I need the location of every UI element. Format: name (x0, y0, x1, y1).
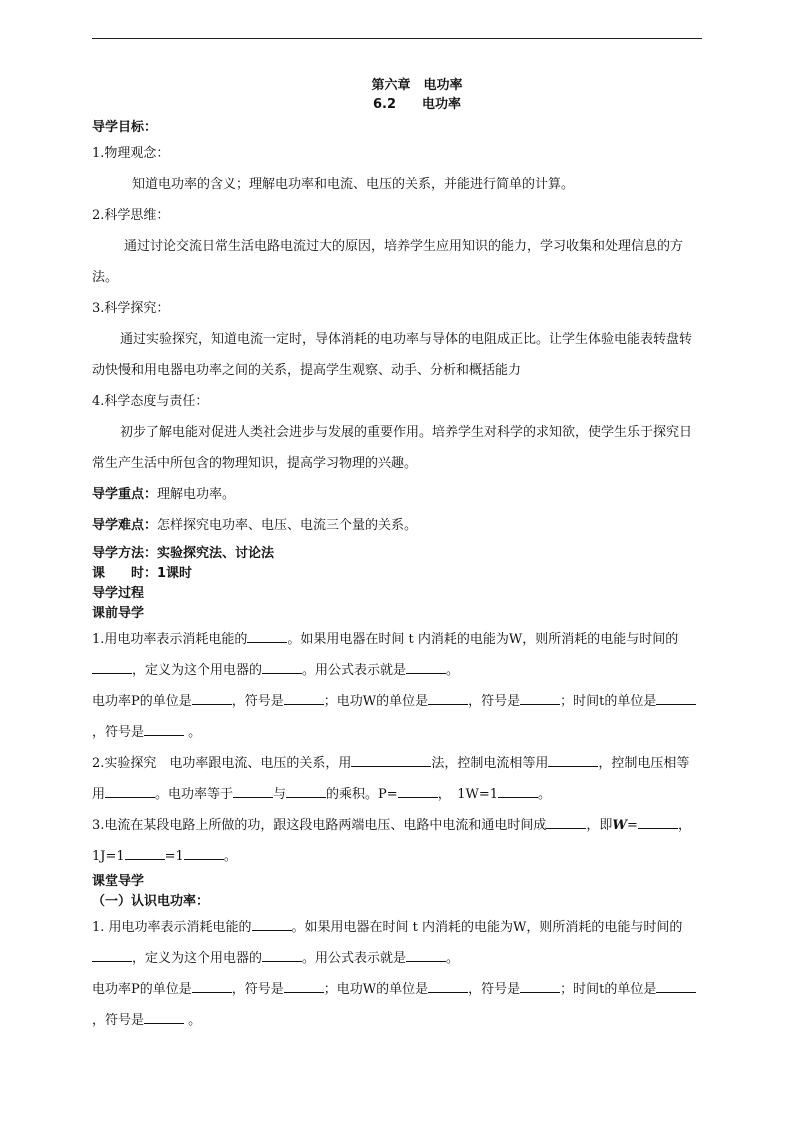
text-segment: 1.用电功率表示消耗电能的 (92, 632, 248, 647)
text-segment: 3.电流在某段电路上所做的功，跟这段电路两端电压、电路中电流和通电时间成 (92, 818, 547, 833)
goal-1-text: 知道电功率的含义；理解电功率和电流、电压的关系，并能进行简单的计算。 (132, 177, 575, 192)
text-segment: ， 1W=1 (437, 787, 498, 802)
fill-blank[interactable] (498, 785, 538, 798)
fill-blank[interactable] (548, 754, 598, 767)
text-segment: ，符号是 (231, 694, 284, 709)
fill-blank[interactable] (284, 980, 324, 993)
text-segment: 电功率P的单位是 (92, 694, 192, 709)
formula-symbol: W (612, 818, 628, 833)
fill-blank[interactable] (428, 692, 468, 705)
text-segment: ；时间t的单位是 (560, 982, 657, 997)
key-point-label: 导学重点： (92, 487, 158, 502)
text-segment: ，控制电压相等用 (92, 756, 690, 802)
fill-blank[interactable] (192, 692, 232, 705)
text-segment: 电功率P的单位是 (92, 982, 192, 997)
text-segment: 与 (273, 787, 287, 802)
fill-blank[interactable] (398, 785, 438, 798)
fill-blank[interactable] (406, 661, 446, 674)
goal-1-label: 1.物理观念： (92, 146, 170, 161)
fill-blank[interactable] (286, 785, 326, 798)
fill-blank[interactable] (428, 980, 468, 993)
goals-heading: 导学目标： (92, 120, 158, 135)
text-segment: 。用公式表示就是 (302, 951, 407, 966)
text-segment: 法，控制电流相等用 (431, 756, 549, 771)
goal-4-label: 4.科学态度与责任： (92, 394, 209, 409)
pre-class-heading: 课前导学 (92, 606, 145, 621)
goal-2-text: 通过讨论交流日常生活电路电流过大的原因，培养学生应用知识的能力，学习收集和处理信息的方法。 (92, 239, 684, 285)
class-units-question (92, 974, 702, 1036)
fill-blank[interactable] (546, 816, 586, 829)
fill-blank[interactable] (520, 980, 560, 993)
goal-3-label: 3.科学探究： (92, 301, 170, 316)
text-segment: ，符号是 (92, 725, 145, 740)
method: 导学方法：实验探究法、讨论法 (92, 546, 275, 561)
text-segment: ，定义为这个用电器的 (132, 951, 263, 966)
text-segment: ，符号是 (468, 694, 521, 709)
text-segment: ；时间t的单位是 (560, 694, 657, 709)
text-segment: ，定义为这个用电器的 (132, 663, 263, 678)
in-class-heading: 课堂导学 (92, 874, 145, 889)
difficulty (92, 510, 702, 541)
goal-3-text: 通过实验探究，知道电流一定时，导体消耗的电功率与导体的电阻成正比。让学生体验电能表转盘转动快慢和用电器电功率之间的关系，提高学生观察、动手、分析和概括能力 (92, 332, 693, 378)
difficulty-text: 怎样探究电功率、电压、电流三个量的关系。 (157, 518, 418, 533)
fill-blank[interactable] (192, 980, 232, 993)
pre-question-1 (92, 624, 702, 686)
text-segment: 。 (537, 787, 551, 802)
fill-blank[interactable] (406, 949, 446, 962)
text-segment: =1 (164, 849, 184, 864)
text-segment: 。电功率等于 (155, 787, 234, 802)
text-segment: 。 (184, 725, 202, 740)
pre-question-3 (92, 810, 702, 872)
goal-2-label: 2.科学思维： (92, 208, 170, 223)
fill-blank[interactable] (233, 785, 273, 798)
text-segment: 。 (184, 1013, 202, 1028)
fill-blank[interactable] (284, 692, 324, 705)
text-segment: 。如果用电器在时间 t 内消耗的电能为W，则所消耗的电能与时间的 (287, 632, 679, 647)
class-question-1 (92, 912, 702, 974)
text-segment: ；电功W的单位是 (323, 694, 429, 709)
fill-blank[interactable] (125, 847, 165, 860)
text-segment: ；电功W的单位是 (323, 982, 429, 997)
fill-blank[interactable] (144, 723, 184, 736)
fill-blank[interactable] (351, 754, 431, 767)
pre-units-question (92, 686, 702, 748)
key-point (92, 479, 702, 510)
fill-blank[interactable] (92, 949, 132, 962)
text-segment: 的乘积。P= (326, 787, 398, 802)
text-segment: 。 (446, 951, 460, 966)
fill-blank[interactable] (520, 692, 560, 705)
subsection-1-heading: （一）认识电功率： (92, 894, 210, 909)
key-point-text: 理解电功率。 (157, 487, 236, 502)
fill-blank[interactable] (247, 630, 287, 643)
text-segment: ，符号是 (231, 982, 284, 997)
text-segment: = (627, 818, 638, 833)
text-segment: ，1J=1 (92, 818, 691, 864)
fill-blank[interactable] (656, 692, 696, 705)
difficulty-label: 导学难点： (92, 518, 158, 533)
process-heading: 导学过程 (92, 586, 145, 601)
goal-4-text: 初步了解电能对促进人类社会进步与发展的重要作用。培养学生对科学的求知欲，使学生乐于探究日常生产生活中所包含的物理知识，提高学习物理的兴趣。 (92, 425, 693, 471)
fill-blank[interactable] (184, 847, 224, 860)
class-hours: 课 时：1课时 (92, 566, 193, 581)
header-rule (92, 38, 702, 39)
fill-blank[interactable] (656, 980, 696, 993)
chapter-title: 第六章 电功率 (371, 78, 463, 93)
text-segment: 。 (223, 849, 237, 864)
fill-blank[interactable] (252, 918, 292, 931)
fill-blank[interactable] (144, 1011, 184, 1024)
text-segment: 。 (446, 663, 460, 678)
text-segment: ，即 (586, 818, 613, 833)
text-segment: 1. 用电功率表示消耗电能的 (92, 920, 252, 935)
section-title: 6.2 电功率 (372, 97, 462, 112)
text-segment: ，符号是 (468, 982, 521, 997)
text-segment: 。用公式表示就是 (302, 663, 407, 678)
document-body (92, 76, 702, 1036)
text-segment: ，符号是 (92, 1013, 145, 1028)
text-segment: 2.实验探究 电功率跟电流、电压的关系，用 (92, 756, 352, 771)
fill-blank[interactable] (638, 816, 678, 829)
fill-blank[interactable] (262, 661, 302, 674)
pre-question-2 (92, 748, 702, 810)
fill-blank[interactable] (262, 949, 302, 962)
fill-blank[interactable] (105, 785, 155, 798)
fill-blank[interactable] (92, 661, 132, 674)
text-segment: 。如果用电器在时间 t 内消耗的电能为W，则所消耗的电能与时间的 (291, 920, 683, 935)
